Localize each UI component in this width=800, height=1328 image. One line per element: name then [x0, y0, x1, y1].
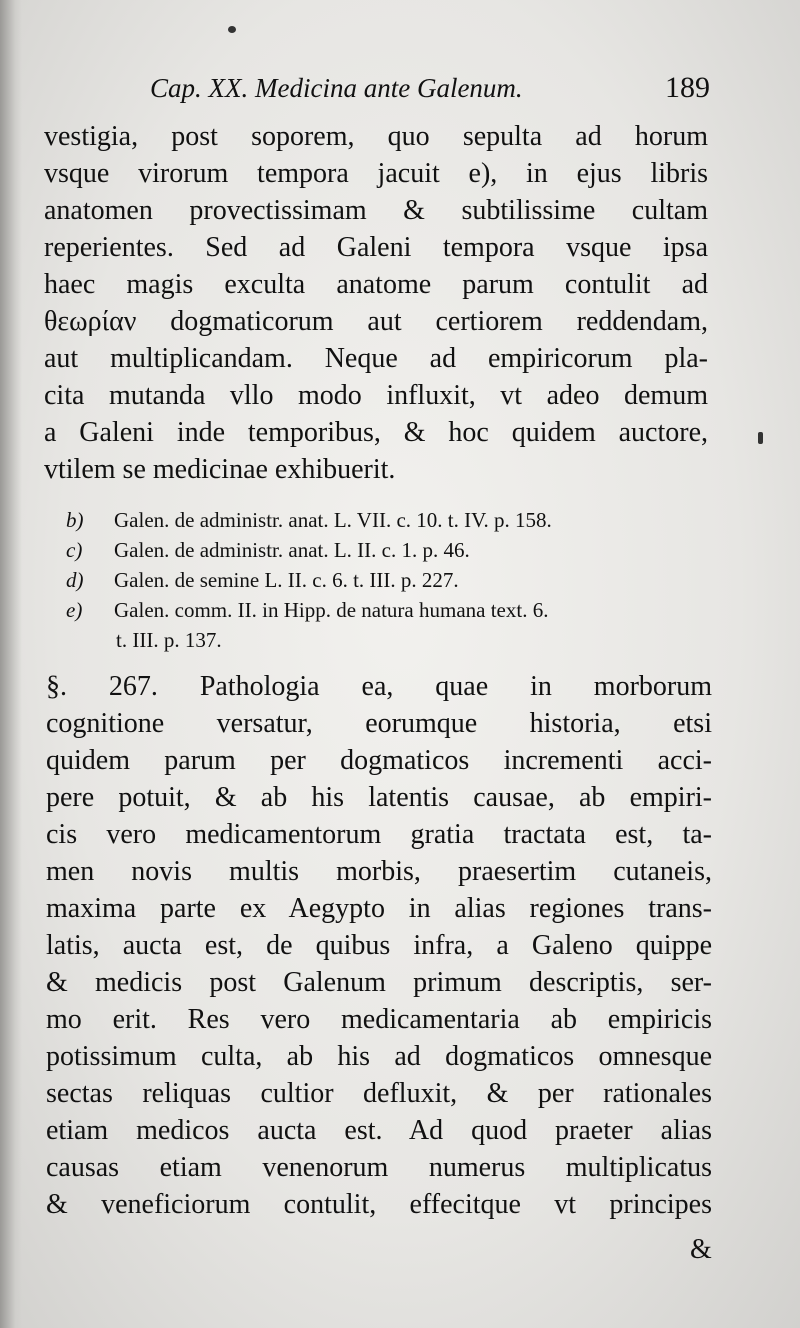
- text-line: potissimum culta, ab his ad dogmaticos omnesque: [46, 1041, 712, 1072]
- text-line: vsque virorum tempora jacuit e), in ejus libris: [44, 158, 708, 189]
- running-header: [150, 66, 710, 110]
- footnote: [66, 595, 706, 625]
- footnote-key: d): [66, 568, 84, 592]
- footnote-text: Galen. de administr. anat. L. II. c. 1. p. 46.: [114, 538, 470, 562]
- footnote: [66, 505, 706, 535]
- text-line: anatomen provectissimam & subtilissime cultam: [44, 195, 708, 226]
- text-line: cita mutanda vllo modo influxit, vt adeo demum: [44, 380, 708, 411]
- text-line: pere potuit, & ab his latentis causae, ab empiri-: [46, 782, 712, 813]
- text-line: causas etiam venenorum numerus multiplicatus: [46, 1152, 712, 1183]
- text-line: men novis multis morbis, praesertim cutaneis,: [46, 856, 712, 887]
- footnote-key: b): [66, 508, 84, 532]
- text-line: §. 267. Pathologia ea, quae in morborum: [46, 671, 712, 702]
- running-title: Cap. XX. Medicina ante Galenum.: [150, 72, 523, 103]
- paragraph-continued: [44, 118, 708, 488]
- text-line: aut multiplicandam. Neque ad empiricorum pla-: [44, 343, 708, 374]
- footnote-text: Galen. comm. II. in Hipp. de natura humana text. 6.: [114, 598, 549, 622]
- text-line: etiam medicos aucta est. Ad quod praeter alias: [46, 1115, 712, 1146]
- text-line: cis vero medicamentorum gratia tractata est, ta-: [46, 819, 712, 850]
- footnote-text: Galen. de semine L. II. c. 6. t. III. p. 227.: [114, 568, 459, 592]
- text-line: θεωρίαν dogmaticorum aut certiorem reddendam,: [44, 306, 708, 337]
- text-line: quidem parum per dogmaticos incrementi acci-: [46, 745, 712, 776]
- page-gutter-shadow: [0, 0, 22, 1328]
- text-line: sectas reliquas cultior defluxit, & per rationales: [46, 1078, 712, 1109]
- page-number: 189: [665, 71, 710, 104]
- footnote-text: t. III. p. 137.: [116, 628, 222, 652]
- footnote-continuation: [66, 625, 706, 655]
- catchword: &: [690, 1234, 712, 1265]
- section-267: [46, 668, 712, 1223]
- ink-speck: [228, 26, 236, 33]
- text-line: reperientes. Sed ad Galeni tempora vsque ipsa: [44, 232, 708, 263]
- text-line: vestigia, post soporem, quo sepulta ad horum: [44, 121, 708, 152]
- text-line: cognitione versatur, eorumque historia, etsi: [46, 708, 712, 739]
- footnote: [66, 565, 706, 595]
- text-line: latis, aucta est, de quibus infra, a Galeno quippe: [46, 930, 712, 961]
- text-line: & medicis post Galenum primum descriptis, ser-: [46, 967, 712, 998]
- text-line: vtilem se medicinae exhibuerit.: [44, 454, 396, 485]
- footnote-key: e): [66, 598, 83, 622]
- text-line: haec magis exculta anatome parum contulit ad: [44, 269, 708, 300]
- footnote-key: c): [66, 538, 83, 562]
- text-line: maxima parte ex Aegypto in alias regiones trans-: [46, 893, 712, 924]
- text-line: mo erit. Res vero medicamentaria ab empiricis: [46, 1004, 712, 1035]
- footnotes: [66, 505, 706, 655]
- footnote-text: Galen. de administr. anat. L. VII. c. 10. t. IV. p. 158.: [114, 508, 552, 532]
- ink-speck: [758, 432, 763, 444]
- text-line: a Galeni inde temporibus, & hoc quidem auctore,: [44, 417, 708, 448]
- text-line: & veneficiorum contulit, effecitque vt principes: [46, 1189, 712, 1220]
- footnote: [66, 535, 706, 565]
